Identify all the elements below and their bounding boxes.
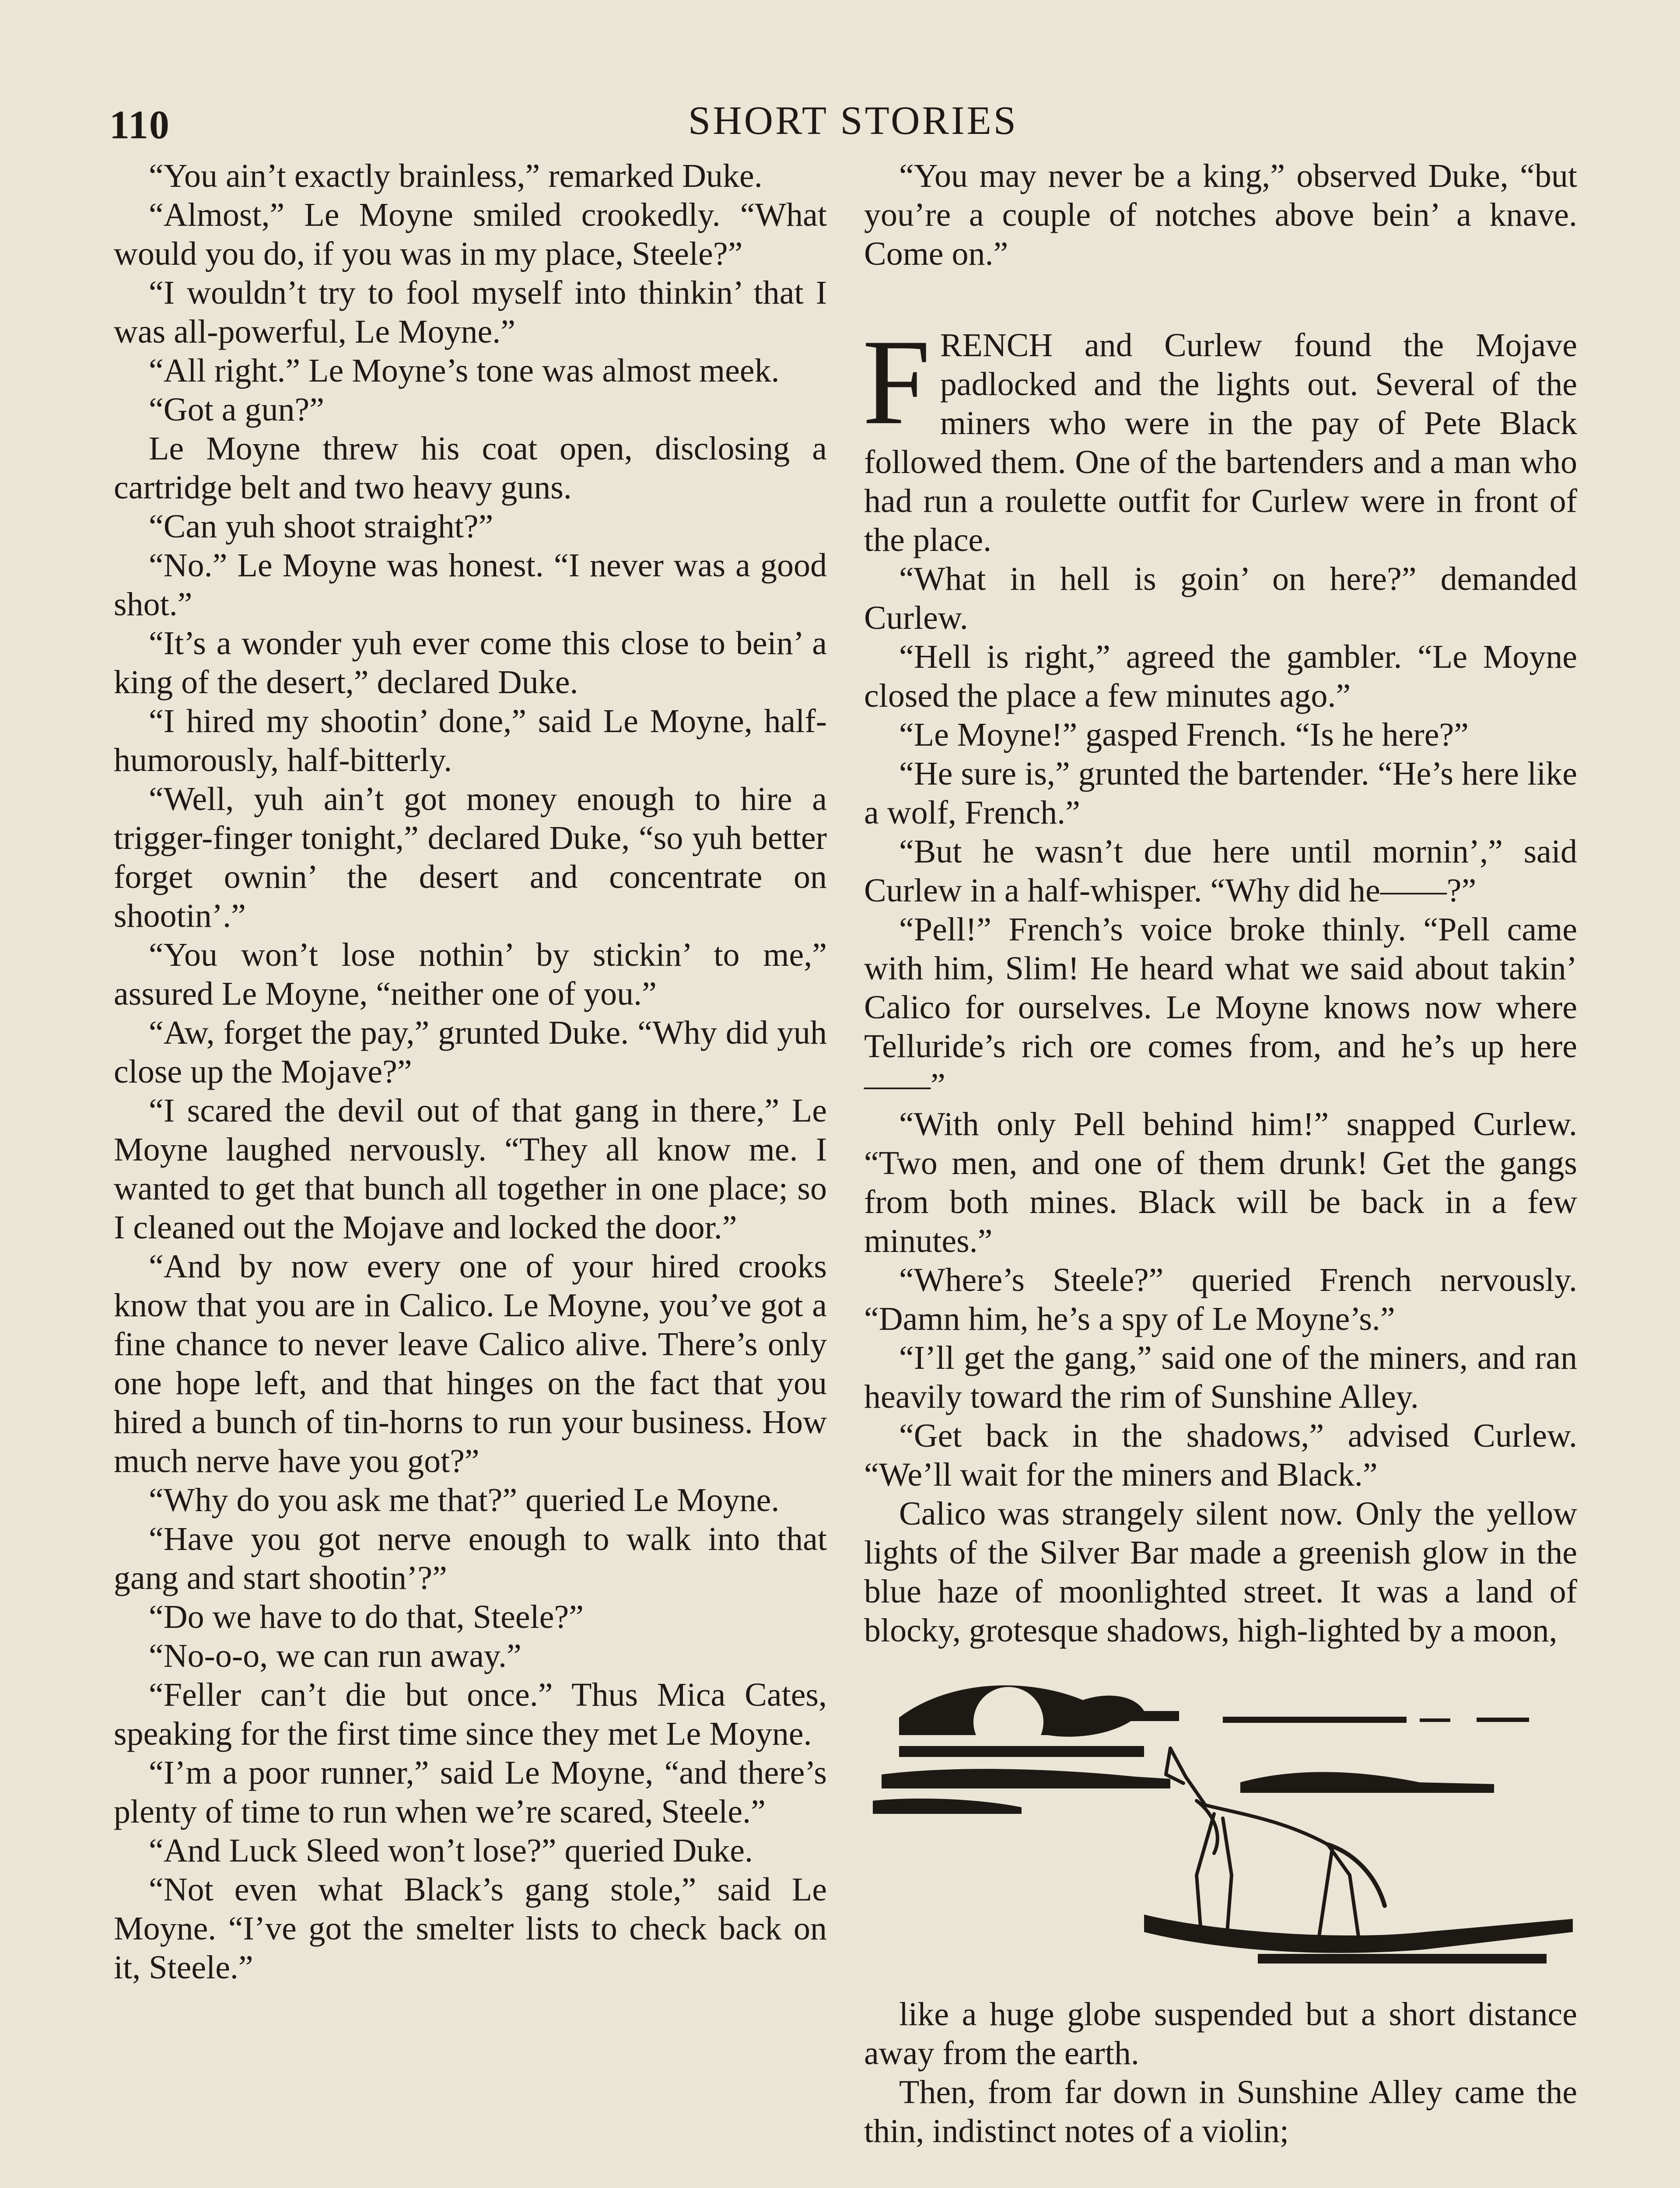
drop-cap-paragraph (862, 314, 1577, 560)
right-column-paragraph: “What in hell is goin’ on here?” demanded Curlew. (864, 561, 1577, 636)
right-column (864, 157, 1577, 2151)
running-head: SHORT STORIES (688, 98, 1018, 143)
left-column-paragraph: “Got a gun?” (149, 391, 324, 428)
right-column-paragraph: “Le Moyne!” gasped French. “Is he here?” (899, 716, 1469, 753)
left-column-paragraph: “You won’t lose nothin’ by stickin’ to me,” assured Le Moyne, “neither one of you.” (114, 936, 827, 1012)
right-column-paragraph: “With only Pell behind him!” snapped Curlew. “Two men, and one of them drunk! Get the gangs from both mines. Black will be back in a few minutes.” (864, 1106, 1577, 1259)
right-column-paragraph: “He sure is,” grunted the bartender. “He’s here like a wolf, French.” (864, 755, 1577, 831)
coyote-moon-illustration (864, 1669, 1577, 1976)
right-column-paragraph: “Hell is right,” agreed the gambler. “Le Moyne closed the place a few minutes ago.” (864, 638, 1577, 714)
left-column-paragraph: “Do we have to do that, Steele?” (149, 1599, 584, 1635)
page-number: 110 (109, 102, 170, 147)
right-column-paragraph: “I’ll get the gang,” said one of the miners, and ran heavily toward the rim of Sunshine Alley. (864, 1339, 1577, 1415)
left-column (114, 157, 827, 1987)
left-column-paragraph: “It’s a wonder yuh ever come this close to bein’ a king of the desert,” declared Duke. (114, 625, 827, 701)
right-column-paragraph: Calico was strangely silent now. Only the yellow lights of the Silver Bar made a greenish glow in the blue haze of moonlighted street. It was a land of blocky, grotesque shadows, high-lighted by a moon, (864, 1495, 1577, 1649)
left-column-paragraph: “Almost,” Le Moyne smiled crookedly. “What would you do, if you was in my place, Steele?” (114, 196, 827, 272)
left-column-paragraph: “Can yuh shoot straight?” (149, 508, 494, 545)
right-column-paragraph: “Get back in the shadows,” advised Curlew. “We’ll wait for the miners and Black.” (864, 1417, 1577, 1493)
left-column-paragraph: “Feller can’t die but once.” Thus Mica Cates, speaking for the first time since they met Le Moyne. (114, 1676, 827, 1752)
right-column-paragraph: “But he wasn’t due here until mornin’,” said Curlew in a half-whisper. “Why did he——?” (864, 833, 1577, 909)
left-column-paragraph: “I wouldn’t try to fool myself into thinkin’ that I was all-powerful, Le Moyne.” (114, 274, 827, 350)
right-column-paragraph: “Where’s Steele?” queried French nervously. “Damn him, he’s a spy of Le Moyne’s.” (864, 1262, 1577, 1337)
left-column-paragraph: “Not even what Black’s gang stole,” said Le Moyne. “I’ve got the smelter lists to check back on it, Steele.” (114, 1871, 827, 1986)
left-column-paragraph: “I scared the devil out of that gang in there,” Le Moyne laughed nervously. “They all know me. I wanted to get that bunch all together in one place; so I cleaned out the Mojave and locked the door.” (114, 1092, 827, 1246)
left-column-paragraph: “I hired my shootin’ done,” said Le Moyne, half-humorously, half-bitterly. (114, 703, 827, 778)
right-column-paragraph: like a huge globe suspended but a short distance away from the earth. (864, 1996, 1577, 2072)
right-column-paragraph: “You may never be a king,” observed Duke, “but you’re a couple of notches above bein’ a knave. Come on.” (864, 158, 1577, 272)
left-column-paragraph: “Well, yuh ain’t got money enough to hire a trigger-finger tonight,” declared Duke, “so yuh better forget ownin’ the desert and concentrate on shootin’.” (114, 781, 827, 934)
right-column-paragraph: Then, from far down in Sunshine Alley came the thin, indistinct notes of a violin; (864, 2074, 1577, 2149)
left-column-paragraph: “And by now every one of your hired crooks know that you are in Calico. Le Moyne, you’ve got a fine chance to never leave Calico alive. There’s only one hope left, and that hinges on the fact that you hired a bunch of tin-horns to run your business. How much nerve have you got?” (114, 1248, 827, 1480)
drop-cap-paragraph-text: RENCH and Curlew found the Mojave padlocked and the lights out. Several of the miners who were in the pay of Pete Black followed them. One of the bartenders and a man who had run a roulette outfit for Curlew were in front of the place. (864, 327, 1577, 558)
left-column-paragraph: “No.” Le Moyne was honest. “I never was a good shot.” (114, 547, 827, 623)
ground-shading (1144, 1914, 1573, 1964)
left-column-paragraph: “You ain’t exactly brainless,” remarked Duke. (149, 158, 763, 194)
moon-and-clouds (873, 1685, 1529, 1814)
left-column-paragraph: “All right.” Le Moyne’s tone was almost meek. (149, 352, 780, 389)
left-column-paragraph: “Why do you ask me that?” queried Le Moyne. (149, 1482, 780, 1518)
left-column-paragraph: “And Luck Sleed won’t lose?” queried Duke. (149, 1832, 753, 1869)
left-column-paragraph: Le Moyne threw his coat open, disclosing a cartridge belt and two heavy guns. (114, 430, 827, 506)
left-column-paragraph: “Have you got nerve enough to walk into that gang and start shootin’?” (114, 1521, 827, 1596)
drop-cap: F (862, 314, 931, 450)
left-column-paragraph: “I’m a poor runner,” said Le Moyne, “and there’s plenty of time to run when we’re scared, Steele.” (114, 1754, 827, 1830)
left-column-paragraph: “No-o-o, we can run away.” (149, 1637, 522, 1674)
left-column-paragraph: “Aw, forget the pay,” grunted Duke. “Why did yuh close up the Mojave?” (114, 1014, 827, 1090)
right-column-paragraph: “Pell!” French’s voice broke thinly. “Pell came with him, Slim! He heard what we said about takin’ Calico for ourselves. Le Moyne knows now where Telluride’s rich ore comes from, and he’s up here——” (864, 911, 1577, 1104)
